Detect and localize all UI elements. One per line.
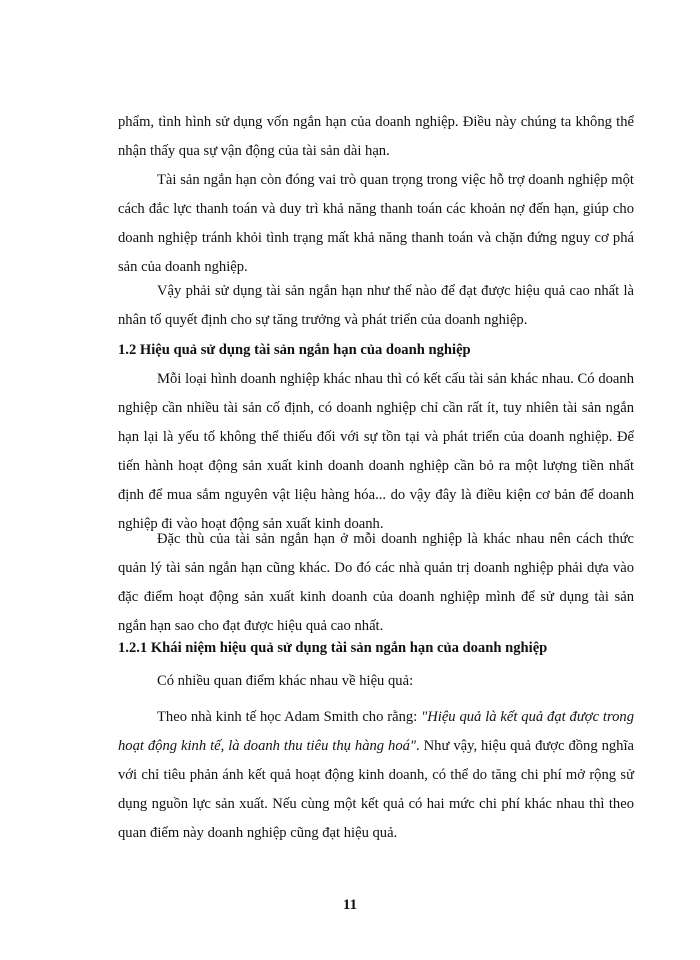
paragraph-enterprise-structure [118,365,634,539]
paragraph-views-intro [118,667,634,696]
section-heading-1-2: 1.2 Hiệu quả sử dụng tài sản ngắn hạn của doanh nghiệp [118,342,471,358]
paragraph-text: Có nhiều quan điểm khác nhau về hiệu quả: [157,673,414,689]
section-heading-1-2-1: 1.2.1 Khái niệm hiệu quả sử dụng tài sản ngắn hạn của doanh nghiệp [118,640,548,656]
adam-smith-quote: "Hiệu quả là kết quả đạt được trong hoạt động kinh tế, là doanh thu tiêu thụ hàng hoá" [118,709,634,754]
paragraph-text: Mỗi loại hình doanh nghiệp khác nhau thì có kết cấu tài sản khác nhau. Có doanh nghiệp cần nhiều tài sản cố định, có doanh nghiệp chỉ cần rất ít, tuy nhiên tài sản ngắn hạn lại là yếu tố không thể thiếu đối với sự tồn tại và phát triển của doanh nghiệp. Để tiến hành hoạt động sản xuất kinh doanh doanh nghiệp cần bỏ ra một lượng tiền nhất định để mua sắm nguyên vật liệu hàng hóa... do vậy đây là điều kiện cơ bản để doanh nghiệp đi vào hoạt động sản xuất kinh doanh. [118,371,634,532]
paragraph-text: Vậy phải sử dụng tài sản ngắn hạn như thế nào để đạt được hiệu quả cao nhất là nhân tố quyết định cho sự tăng trưởng và phát triển của doanh nghiệp. [118,283,634,328]
paragraph-current-assets-role [118,166,634,282]
paragraph-text: Đặc thù của tài sản ngắn hạn ở mỗi doanh nghiệp là khác nhau nên cách thức quản lý tài sản ngắn hạn cũng khác. Do đó các nhà quản trị doanh nghiệp phải dựa vào đặc điểm hoạt động sản xuất kinh doanh của doanh nghiệp mình để sử dụng tài sản ngắn hạn sao cho đạt được hiệu quả cao nhất. [118,531,634,634]
page-number: 11 [342,897,358,913]
paragraph-adam-smith [118,703,634,848]
paragraph-text [118,703,634,848]
paragraph-management-specifics [118,525,634,641]
paragraph-text: Tài sản ngắn hạn còn đóng vai trò quan trọng trong việc hỗ trợ doanh nghiệp một cách đắc lực thanh toán và duy trì khả năng thanh toán các khoản nợ đến hạn, giúp cho doanh nghiệp tránh khỏi tình trạng mất khả năng thanh toán và chặn đứng nguy cơ phá sản của doanh nghiệp. [118,172,634,275]
paragraph-text: phẩm, tình hình sử dụng vốn ngắn hạn của doanh nghiệp. Điều này chúng ta không thể nhận thấy qua sự vận động của tài sản dài hạn. [118,114,634,159]
paragraph-continuation [118,108,634,166]
paragraph-efficiency-question [118,277,634,335]
quote-continuation: . Như vậy, hiệu quả được đồng nghĩa với chỉ tiêu phản ánh kết quả hoạt động kinh doanh, có thể do tăng chi phí mở rộng sử dụng nguồn lực sản xuất. Nếu cùng một kết quả có hai mức chi phí khác nhau thì theo quan điểm này doanh nghiệp cũng đạt hiệu quả. [118,738,634,841]
quote-intro: Theo nhà kinh tế học Adam Smith cho rằng: [157,709,422,725]
